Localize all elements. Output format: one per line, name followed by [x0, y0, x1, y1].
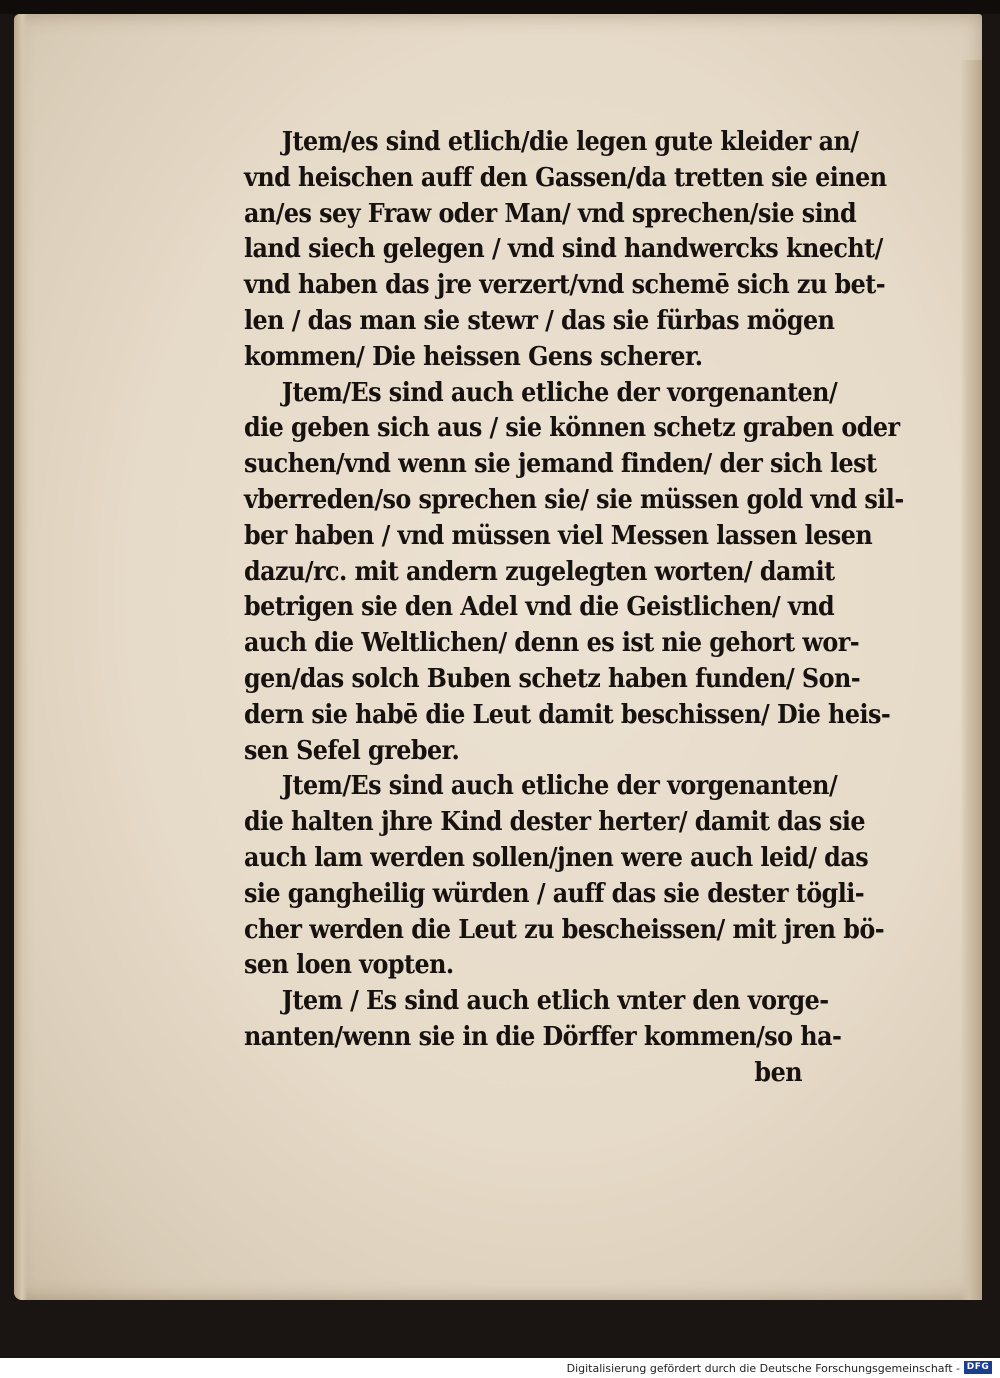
binding-shadow [0, 0, 1000, 14]
page-text-block [244, 124, 904, 1091]
text-line: nanten/wenn sie in die Dörffer kommen/so ha- [244, 1020, 842, 1052]
text-line: betrigen sie den Adel vnd die Geistlichen/ vnd [244, 591, 835, 623]
text-line: ben [754, 1056, 802, 1088]
text-line: land siech gelegen / vnd sind handwercks knecht/ [244, 233, 883, 265]
footer-bar [0, 1358, 1000, 1378]
text-line: sen Sefel greber. [244, 734, 460, 766]
text-line: dazu/rc. mit andern zugelegten worten/ damit [244, 555, 835, 587]
text-line: an/es sey Fraw oder Man/ vnd sprechen/sie sind [244, 197, 857, 229]
text-line: vberreden/so sprechen sie/ sie müssen gold vnd sil- [244, 483, 904, 515]
page-edge-right [960, 60, 982, 1300]
text-line: auch lam werden sollen/jnen were auch leid/ das [244, 841, 869, 873]
dfg-logo: DFG [964, 1361, 992, 1374]
text-line: dern sie habē die Leut damit beschissen/ Die heis- [244, 698, 891, 730]
text-line: kommen/ Die heissen Gens scherer. [244, 340, 703, 372]
text-line: ber haben / vnd müssen viel Messen lassen lesen [244, 519, 873, 551]
footer-credit-text: Digitalisierung gefördert durch die Deutsche Forschungsgemeinschaft - [566, 1362, 960, 1375]
text-line: vnd haben das jre verzert/vnd schemē sich zu bet- [244, 269, 886, 301]
text-line: Jtem/es sind etlich/die legen gute kleider an/ [281, 126, 859, 157]
text-line: suchen/vnd wenn sie jemand finden/ der sich lest [244, 448, 877, 480]
text-line: die geben sich aus / sie können schetz graben oder [244, 412, 900, 444]
text-line: sen loen vopten. [244, 949, 454, 981]
text-line: gen/das solch Buben schetz haben funden/ Son- [244, 662, 861, 694]
text-line: vnd heischen auff den Gassen/da tretten sie einen [244, 161, 887, 193]
text-line: Jtem/Es sind auch etliche der vorgenanten/ [281, 770, 838, 802]
text-line: len / das man sie stewr / das sie fürbas mögen [244, 304, 835, 336]
page-edge-left [14, 14, 28, 1300]
text-line: Jtem/Es sind auch etliche der vorgenanten/ [281, 376, 838, 408]
text-line: die halten jhre Kind dester herter/ damit das sie [244, 806, 866, 838]
text-line: Jtem / Es sind auch etlich vnter den vorge- [281, 985, 829, 1017]
text-line: cher werden die Leut zu bescheissen/ mit jren bö- [244, 913, 885, 945]
text-line: auch die Weltlichen/ denn es ist nie gehort wor- [244, 627, 860, 659]
text-line: sie gangheilig würden / auff das sie dester tögli- [244, 877, 865, 909]
